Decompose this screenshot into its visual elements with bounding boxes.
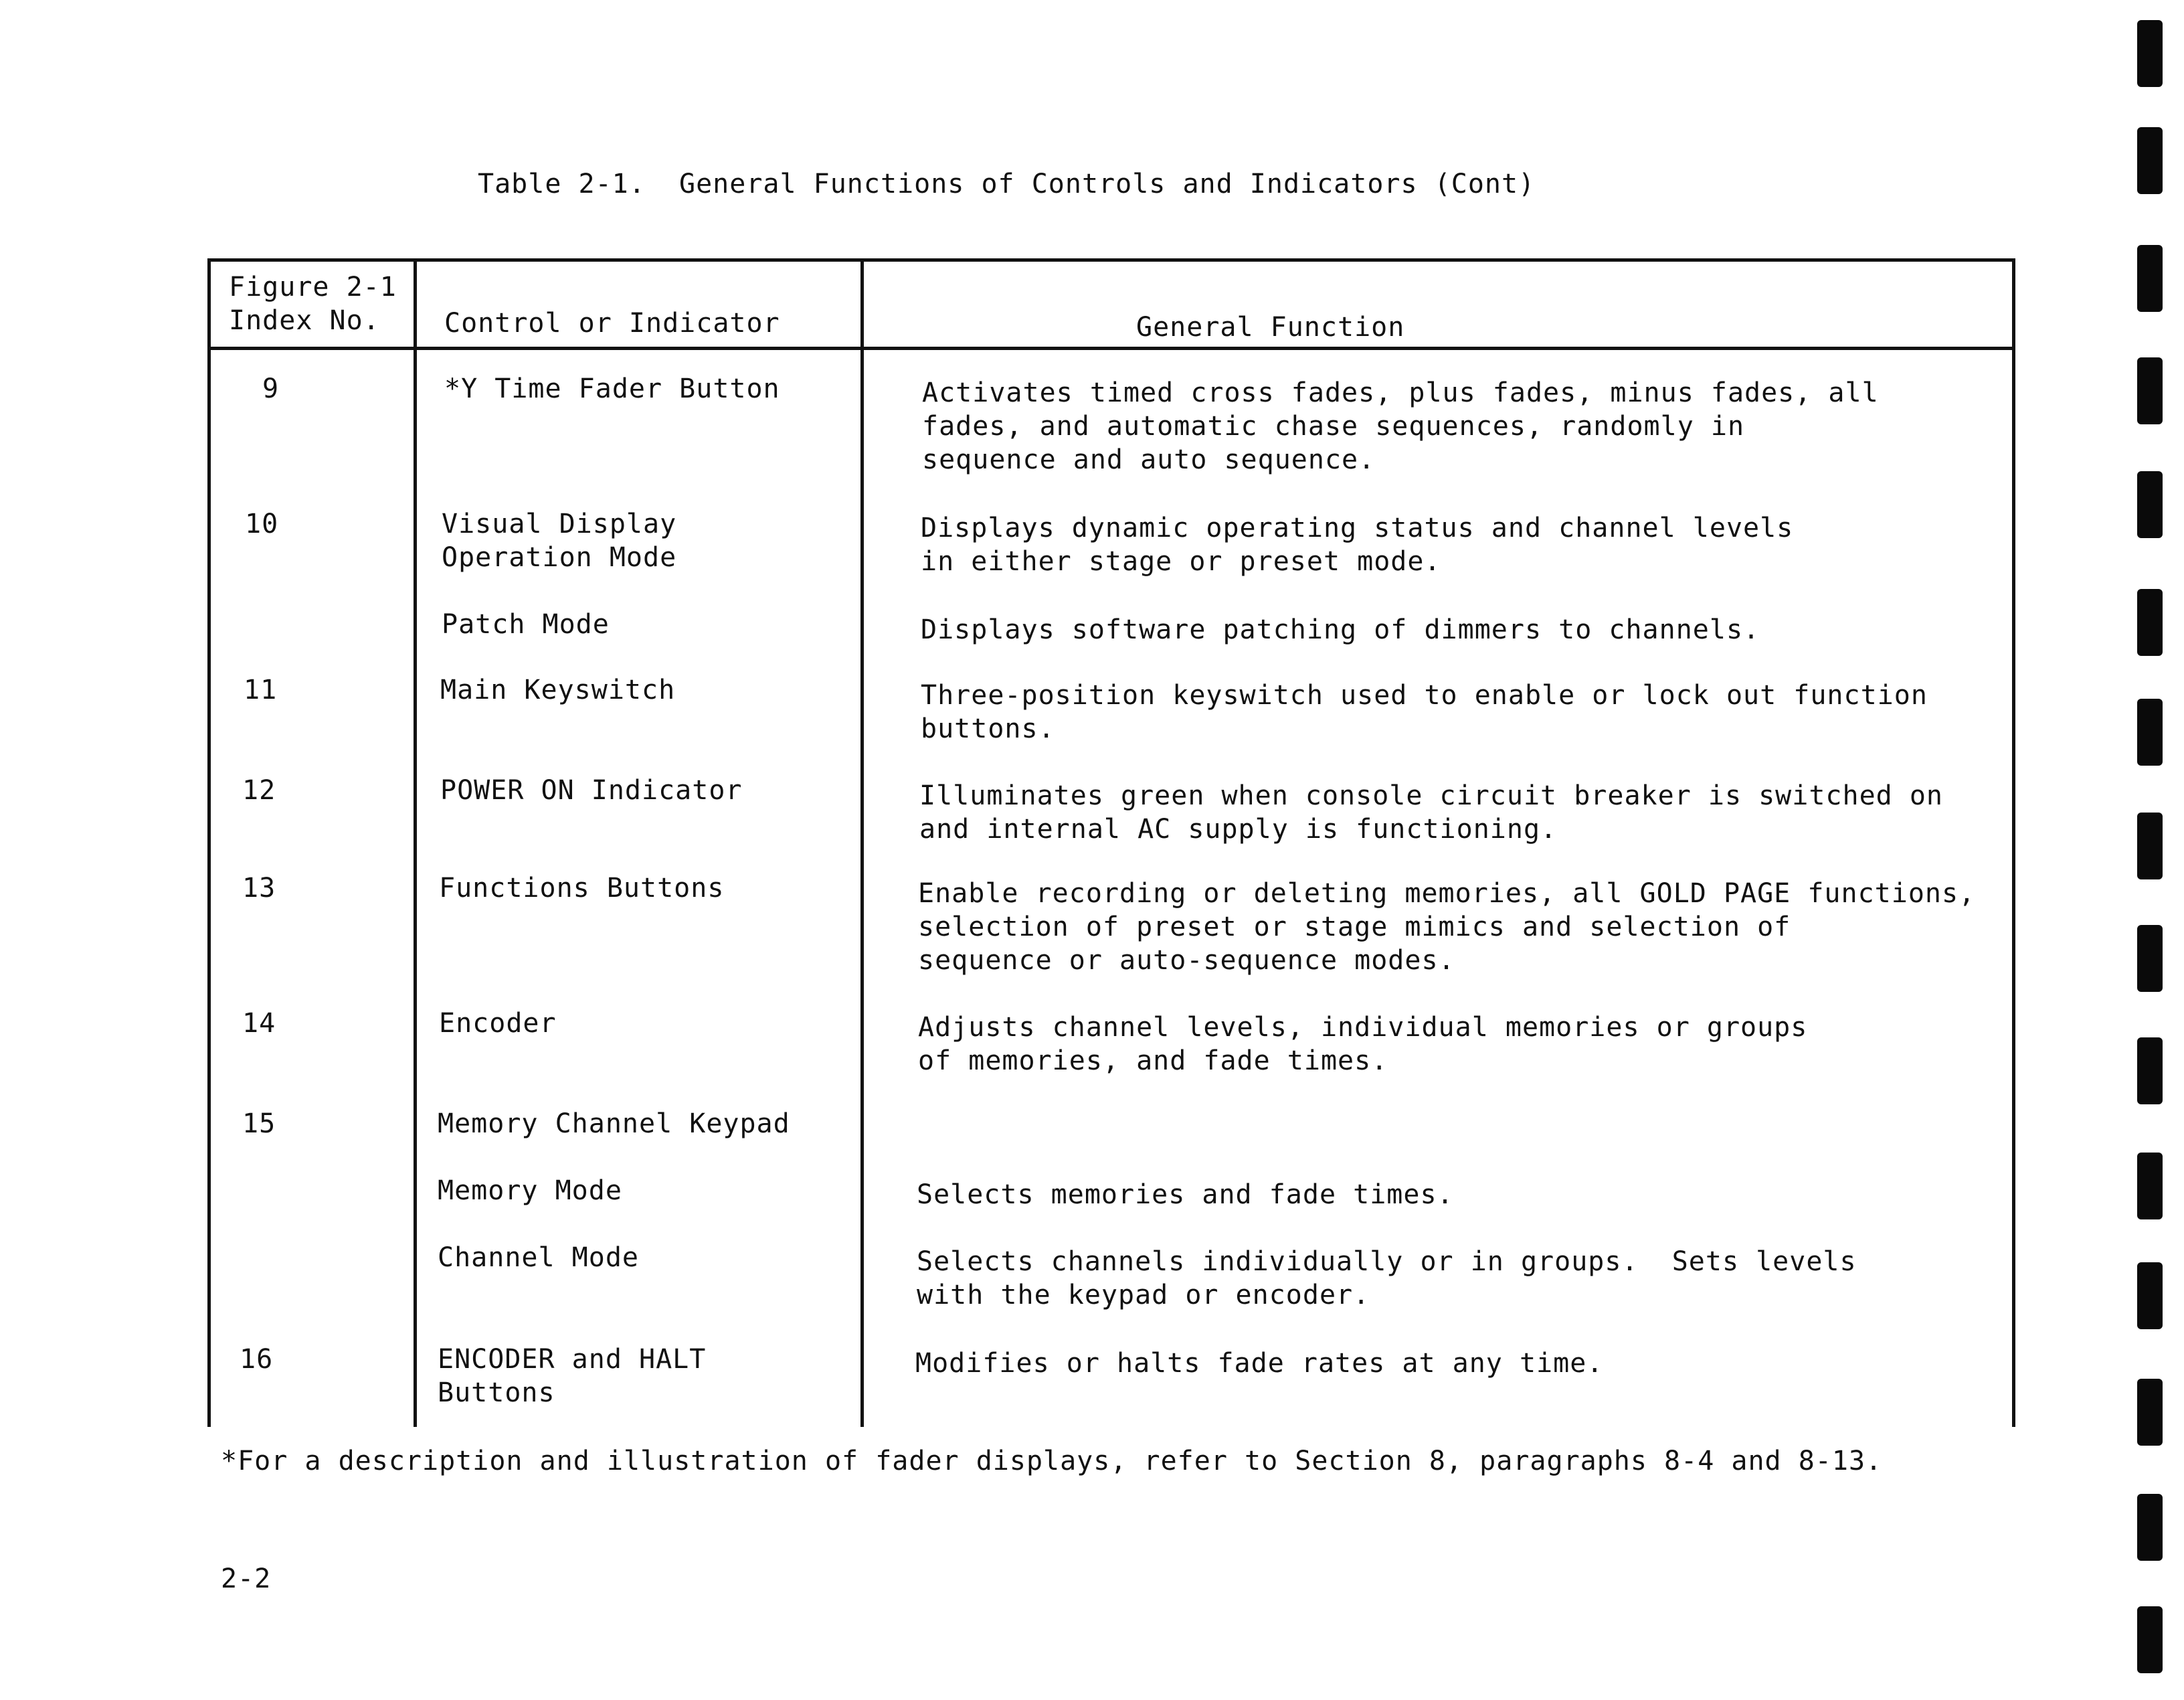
edge-mark (2137, 20, 2163, 87)
row-control: ENCODER and HALT Buttons (438, 1344, 707, 1408)
header-control: Control or Indicator (444, 308, 780, 339)
row-function: Illuminates green when console circuit breaker is switched on and internal AC supply is functioning. (919, 780, 1944, 845)
row-index: 16 (240, 1344, 274, 1375)
row-index: 10 (245, 509, 279, 539)
row-index: 12 (242, 775, 276, 806)
column-divider-1 (414, 258, 417, 1427)
row-control: Encoder (439, 1008, 557, 1039)
edge-mark (2137, 1606, 2163, 1673)
row-function: Activates timed cross fades, plus fades, minus fades, all fades, and automatic chase sequences, randomly in sequence and auto sequence. (922, 377, 1879, 475)
row-function: Three-position keyswitch used to enable or lock out function buttons. (921, 680, 1928, 744)
edge-mark (2137, 357, 2163, 424)
header-rule (207, 347, 2015, 350)
row-control: Main Keyswitch (440, 675, 676, 705)
column-divider-2 (860, 258, 864, 1427)
edge-mark (2137, 471, 2163, 538)
row-function: Enable recording or deleting memories, all GOLD PAGE functions, selection of preset or stage mimics and selection of sequence or auto-sequence modes. (918, 878, 1976, 976)
edge-mark (2137, 925, 2163, 992)
row-control: Memory Mode (438, 1175, 622, 1206)
row-function: Adjusts channel levels, individual memories or groups of memories, and fade times. (918, 1012, 1808, 1076)
edge-mark (2137, 1262, 2163, 1329)
edge-mark (2137, 699, 2163, 766)
row-control: POWER ON Indicator (440, 775, 743, 806)
edge-mark (2137, 127, 2163, 194)
edge-mark (2137, 589, 2163, 656)
row-index: 14 (242, 1008, 276, 1039)
edge-mark (2137, 1037, 2163, 1104)
edge-mark (2137, 813, 2163, 879)
row-function: Displays software patching of dimmers to channels. (921, 614, 1760, 645)
page-number: 2-2 (221, 1563, 272, 1594)
row-function: Selects memories and fade times. (917, 1179, 1454, 1210)
edge-mark (2137, 1379, 2163, 1446)
row-control: *Y Time Fader Button (444, 373, 780, 404)
page-title: Table 2-1. General Functions of Controls and Indicators (Cont) (478, 169, 1536, 199)
row-index: 11 (244, 675, 278, 705)
header-function: General Function (1136, 312, 1405, 343)
binding-edge-marks (2128, 0, 2168, 1700)
row-function: Displays dynamic operating status and channel levels in either stage or preset mode. (921, 513, 1794, 577)
row-control: Patch Mode (442, 609, 610, 640)
edge-mark (2137, 1153, 2163, 1219)
row-control: Visual Display Operation Mode (442, 509, 677, 573)
row-control: Memory Channel Keypad (438, 1108, 790, 1139)
header-index: Figure 2-1 Index No. (229, 272, 397, 336)
row-control: Channel Mode (438, 1242, 639, 1273)
row-index: 15 (242, 1108, 276, 1139)
row-index: 9 (262, 373, 280, 404)
footnote: *For a description and illustration of fader displays, refer to Section 8, paragraphs 8-4 and 8-13. (221, 1446, 1883, 1476)
row-function: Selects channels individually or in groups. Sets levels with the keypad or encoder. (917, 1246, 1857, 1310)
row-function: Modifies or halts fade rates at any time. (915, 1348, 1604, 1379)
edge-mark (2137, 245, 2163, 312)
row-control: Functions Buttons (439, 873, 725, 904)
row-index: 13 (242, 873, 276, 904)
edge-mark (2137, 1494, 2163, 1561)
